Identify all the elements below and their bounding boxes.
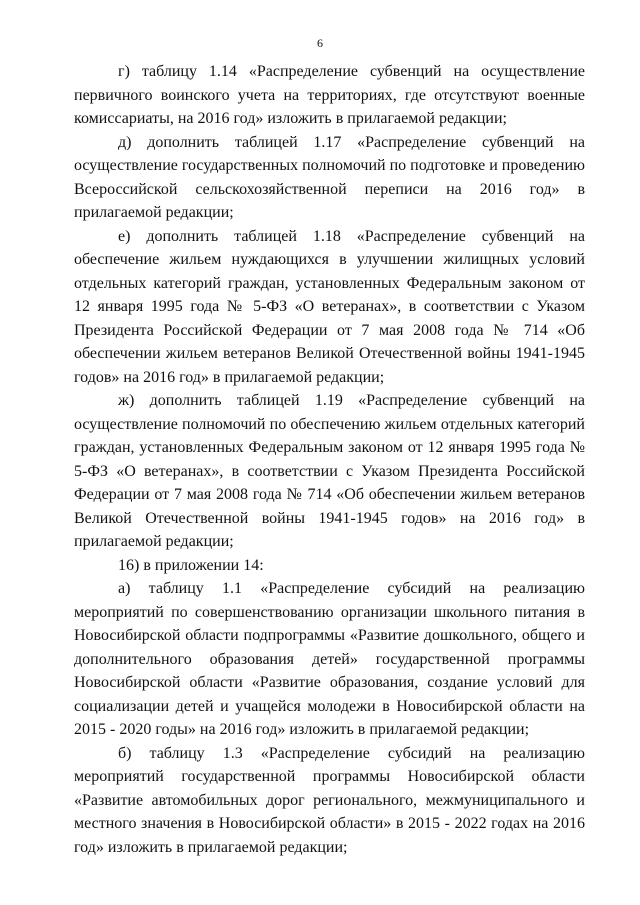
paragraph-item-zh: ж) дополнить таблицей 1.19 «Распределение субвенций на осуществление полномочий по обеспечению жильем отдельных категорий граждан, установленных Федеральным законом от 12 января 1995 года № 5-ФЗ «О ветеранах», в соответствии с Указом Президента Российской Федерации от 7 мая 2008 года № 714 «Об обеспечении жильем ветеранов Великой Отечественной войны 1941-1945 годов» на 2016 год» в прилагаемой редакции; (74, 392, 585, 550)
paragraph-appendix-14: 16) в приложении 14: (118, 556, 264, 574)
paragraph-item-g: г) таблицу 1.14 «Распределение субвенций на осуществление первичного воинского учета на территориях, где отсутствуют военные комиссариаты, на 2016 год» изложить в прилагаемой редакции; (74, 63, 585, 127)
document-body (74, 60, 585, 859)
paragraph-item-a: а) таблицу 1.1 «Распределение субсидий на реализацию мероприятий по совершенствованию организации школьного питания в Новосибирской области подпрограммы «Развитие дошкольного, общего и дополнительного образования детей» государственной программы Новосибирской области «Развитие образования, создание условий для социализации детей и учащейся молодежи в Новосибирской области на 2015 - 2020 годы» на 2016 год» изложить в прилагаемой редакции; (74, 580, 585, 738)
page-number: 6 (317, 36, 323, 50)
paragraph-item-b: б) таблицу 1.3 «Распределение субсидий на реализацию мероприятий государственной программы Новосибирской области «Развитие автомобильных дорог регионального, межмуниципального и местного значения в Новосибирской области» в 2015 - 2022 годах на 2016 год» изложить в прилагаемой редакции; (74, 744, 585, 856)
paragraph-item-e: е) дополнить таблицей 1.18 «Распределение субвенций на обеспечение жильем нуждающихся в улучшении жилищных условий отдельных категорий граждан, установленных Федеральным законом от 12 января 1995 года № 5-ФЗ «О ветеранах», в соответствии с Указом Президента Российской Федерации от 7 мая 2008 года № 714 «Об обеспечении жильем ветеранов Великой Отечественной войны 1941-1945 годов» на 2016 год» в прилагаемой редакции; (74, 227, 585, 386)
paragraph-item-d: д) дополнить таблицей 1.17 «Распределение субвенций на осуществление государственных полномочий по подготовке и проведению Всероссийской сельскохозяйственной переписи на 2016 год» в прилагаемой редакции; (74, 133, 585, 221)
